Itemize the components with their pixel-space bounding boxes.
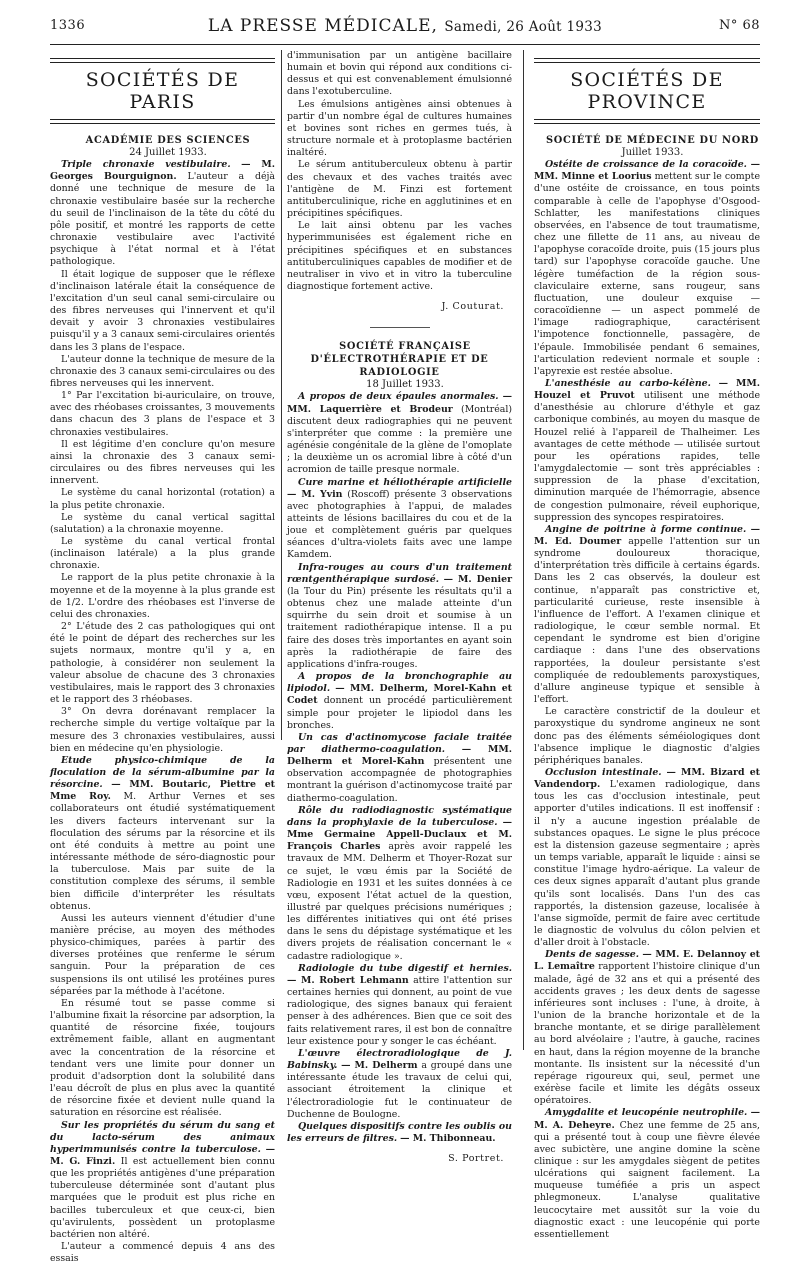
- column-right: [534, 58, 761, 1240]
- article-paragraph: Le système du canal vertical frontal (inclinaison latérale) a la plus grande chronaxie.: [50, 536, 275, 572]
- article-text: présentent une observation accompagnée de photographies montrant la guérison d'actinomycose traité par diathermo-coagulation.: [287, 756, 512, 804]
- article-paragraph: [287, 391, 512, 476]
- article-title: Radiologie du tube digestif et hernies.: [298, 962, 512, 974]
- article-title: Dents de sagesse.: [545, 949, 639, 961]
- section-title-province: SOCIÉTÉS DE PROVINCE: [570, 69, 724, 113]
- article-author: — M. Yvin: [287, 488, 343, 500]
- article-paragraph: [534, 949, 760, 1107]
- article-paragraph: L'auteur a commencé depuis 4 ans des essais: [50, 1241, 275, 1265]
- article-title: Occlusion intestinale.: [545, 766, 662, 778]
- article-paragraph: [287, 562, 512, 671]
- section-rule-top: [50, 58, 275, 63]
- section-rule-top: [534, 58, 760, 63]
- article-text: appelle l'attention sur un syndrome douloureux thoracique, d'interprétation très difficile à certains égards. Dans les 2 cas observés, la douleur est continue, n'apparaît pas constrictive et, particularité curieuse, reste insensible à l'influence de l'effort. A l'examen clinique et radiologique, le cœur semble normal. Et cependant le syndrome est bien d'origine cardiaque : dans l'une des observations rapportées, la douleur persistante s'est compliquée de redoublements paroxystiques, d'allure angineuse typique et sensible à l'effort.: [534, 536, 760, 706]
- article-title: L'anesthésie au carbo-kélène.: [545, 377, 711, 389]
- article-text: Chez une femme de 25 ans, qui a présenté tout à coup une fièvre élevée avec subictère, une angine domine la scène clinique : sur les amygdales siègent de petites ulcérations qui saignent facilement. La muqueuse tuméfiée a pris un aspect phlegmoneux. L'analyse qualitative leucocytaire met aussitôt sur la voie du diagnostic exact : une leucopénie qui porte essentiellement: [534, 1119, 761, 1240]
- article-paragraph: [534, 378, 760, 524]
- running-header: [50, 18, 760, 40]
- article-title: Infra-rouges au cours d'un traitement rœntgenthérapique surdosé.: [287, 561, 512, 585]
- issue-number: N° 68: [718, 18, 760, 33]
- article-paragraph: 3° On devra dorénavant remplacer la recherche simple du vertige voltaïque par la mesure des 3 chronaxies vestibulaires, aussi bien en médecine qu'en physiologie.: [50, 706, 275, 754]
- article-text: après avoir rappelé les travaux de MM. Delherm et Thoyer-Rozat sur ce sujet, le vœu émis par la Société de Radiologie en 1931 et les suites données à ce vœu, exposent l'état actuel de la question, illustré par quelques précisions numériques ; les différentes initiatives qui ont été prises dans le sens du dépistage systématique et les divers projets de réalisation concernant le « cadastre radiologique ».: [287, 841, 512, 962]
- article-text: (Roscoff) présente 3 observations avec photographies à l'appui, de malades atteints de lésions bacillaires du cou et de la joue et complètement guéris par quelques séances d'ultra-violets faits avec une lampe Kamdem.: [287, 488, 513, 561]
- section-rule-bottom: [50, 119, 275, 124]
- article-text: M. Arthur Vernes et ses collaborateurs ont étudié systématiquement les divers facteurs intervenant sur la floculation des sérums par la résorcine et ils ont été conduits à mettre au point une intéressante méthode de séro-diagnostic pour la tuberculose. Mais par suite de la constitution complexe des sérums, il semble bien difficile d'interpréter les résultats obtenus.: [50, 791, 275, 912]
- signature: J. Couturat.: [441, 301, 504, 313]
- article-title: A propos de deux épaules anormales.: [298, 391, 499, 403]
- article-text: attire l'attention sur certaines hernies qui donnent, au point de vue radiologique, des signes banaux qui feraient penser à des adhérences. Bien que ce soit des faits relativement rares, il est bon de connaître leur existence pour y songer le cas échéant.: [287, 974, 512, 1047]
- article-author: — MM. Laquerrière et Brodeur: [287, 391, 513, 415]
- article-paragraph: [287, 1121, 512, 1145]
- article-author: — MM. Delherm, Morel-Kahn et Codet: [287, 683, 512, 707]
- article-paragraph: 2° L'étude des 2 cas pathologiques qui ont été le point de départ des recherches sur les sujets normaux, montre qu'il y a, en pathologie, à considérer non seulement la valeur absolue de chacune des 3 chronaxies vestibulaires, mais le rapport des 3 chronaxies et le rapport des 3 rhéobases.: [50, 621, 275, 706]
- article-title: Triple chronaxie vestibulaire.: [61, 159, 231, 171]
- article-paragraph: [50, 1120, 275, 1242]
- article-paragraph: Les émulsions antigènes ainsi obtenues à partir d'un nombre égal de cultures humaines et bovines sont riches en germes tués, à structure normale et à protoplasme bactérien inaltéré.: [287, 98, 512, 159]
- article-author: — MM. Delherm et Morel-Kahn: [287, 743, 513, 768]
- society-heading: ACADÉMIE DES SCIENCES: [85, 135, 251, 146]
- article-paragraph: [287, 671, 512, 732]
- article-paragraph: [287, 477, 512, 562]
- article-paragraph: Le système du canal vertical sagittal (salutation) a la chronaxie moyenne.: [50, 511, 275, 535]
- article-author: — MM. Minne et Loorius: [534, 159, 760, 183]
- section-title-paris: SOCIÉTÉS DE PARIS: [85, 69, 240, 113]
- article-text: donnent un procédé particulièrement simple pour projeter le lipiodol dans les bronches.: [287, 695, 512, 731]
- article-paragraph: Le rapport de la plus petite chronaxie à la moyenne et de la moyenne à la plus grande est de 1/2. L'ordre des rhéobases est l'inverse de celui des chronaxies.: [50, 572, 275, 620]
- issue-date: Samedi, 26 Août 1933: [444, 19, 603, 35]
- column-rule-right: [523, 50, 524, 1050]
- article-paragraph: [534, 767, 760, 949]
- article-paragraph: d'immunisation par un antigène bacillaire humain et bovin qui répond aux conditions ci-dessus et qui est convenablement émulsionné dans l'exotuberculine.: [287, 50, 512, 98]
- journal-title: LA PRESSE MÉDICALE,: [207, 16, 438, 36]
- article-title: Ostéite de croissance de la coracoïde.: [545, 159, 747, 171]
- article-title: Amygdalite et leucopénie neutrophile.: [545, 1107, 748, 1119]
- article-paragraph: [287, 1048, 512, 1121]
- article-author: — M. Denier: [443, 573, 513, 585]
- society-heading: SOCIÉTÉ FRANÇAISE D'ÉLECTROTHÉRAPIE ET DE RADIOLOGIE: [310, 341, 489, 379]
- article-paragraph: [534, 159, 760, 378]
- article-paragraph: [534, 524, 760, 706]
- article-title: A propos de la bronchographie au lipiodol.: [287, 671, 512, 695]
- journal-title-line: [50, 16, 760, 36]
- column-middle: [287, 50, 513, 1165]
- column-left: [50, 58, 276, 1265]
- article-text: (Montréal) discutent deux radiographies qui ne peuvent s'interpréter que comme : la première une agénésie congénitale de la glène de l'omoplate ; la deuxième un os acromial libre à côté d'un acromion de taille presque normale.: [287, 403, 513, 476]
- article-paragraph: [287, 732, 512, 805]
- article-author: — MM. Bizard et Vandendorp.: [534, 766, 761, 791]
- article-paragraph: En résumé tout se passe comme si l'albumine fixait la résorcine par adsorption, la quantité de résorcine fixée, toujours extrêmement faible, allant en augmentant avec la concentration de la résorcine et tendant vers une limite pour donner un produit d'adsorption dont la solubilité dans l'eau décroît de plus en plus avec la quantité de résorcine fixée et devient nulle quand la saturation en résorcine est réalisée.: [50, 997, 275, 1119]
- signature: S. Portret.: [448, 1153, 504, 1165]
- column-rule-left: [281, 50, 282, 740]
- article-paragraph: Le caractère constrictif de la douleur et paroxystique du syndrome angineux ne sont donc pas des éléments séméiologiques dont l'absence implique le diagnostic d'algies périphériques banales.: [534, 706, 760, 766]
- section-rule-bottom: [534, 119, 760, 124]
- article-author: — M. G. Finzi.: [50, 1143, 276, 1167]
- article-title: Sur les propriétés du sérum du sang et du lacto-sérum des animaux hyperimmunisés contre la tuberculose.: [50, 1119, 275, 1155]
- article-title: Cure marine et héliothérapie artificielle: [298, 476, 512, 488]
- article-paragraph: Il était logique de supposer que le réflexe d'inclinaison latérale était la conséquence de l'excitation d'un seul canal semi-circulaire ou des fibres nerveuses qui l'innervent et qu'il devait y avoir 3 chronaxies vestibulaires puisqu'il y a 3 canaux semi-circulaires orientés dans les 3 plans de l'espace.: [50, 268, 275, 353]
- article-author: — M. Ed. Doumer: [534, 523, 760, 547]
- header-rule: [50, 44, 760, 45]
- article-title: Un cas d'actinomycose faciale traitée par diathermo-coagulation.: [287, 731, 512, 755]
- article-author: — M. A. Deheyre.: [534, 1107, 760, 1131]
- article-author: — M. Robert Lehmann: [287, 974, 409, 986]
- article-paragraph: [50, 755, 275, 913]
- article-text: L'auteur a déjà donné une technique de mesure de la chronaxie vestibulaire basée sur la recherche du seuil de l'inclinaison de la tête du côté du pôle positif, et montré les rapports de cette chronaxie vestibulaire avec l'activité psychique à l'état normal et à l'état pathologique.: [50, 171, 276, 268]
- article-paragraph: 1° Par l'excitation bi-auriculaire, on trouve, avec des rhéobases croissantes, 3 mouvements dans chacun des 3 plans de l'espace et 3 chronaxies vestibulaires.: [50, 390, 275, 438]
- article-paragraph: [534, 1107, 760, 1241]
- article-paragraph: [287, 805, 512, 963]
- article-paragraph: L'auteur donne la technique de mesure de la chronaxie des 3 canaux semi-circulaires ou des fibres nerveuses qui les innervent.: [50, 353, 275, 389]
- article-text: L'examen radiologique, dans tous les cas d'occlusion intestinale, peut apporter d'utiles indications. Il est inoffensif : il n'y a aucune ingestion préalable de substances opaques. Le signe le plus précoce est la distension gazeuse segmentaire ; après un temps variable, apparaît le liquide : ainsi se constitue l'image hydro-aérique. La valeur de ces deux signes apparaît d'autant plus grande qu'ils sont localisés. Dans l'un des cas rapportés, la distension gazeuse, localisée à l'anse sigmoïde, permit de faire avec certitude le diagnostic de volvulus du côlon pelvien et d'aller droit à l'obstacle.: [534, 779, 761, 949]
- article-text: (la Tour du Pin) présente les résultats qu'il a obtenus chez une malade atteinte d'un squirrhe du sein droit et soumise à un traitement radiothérapique intense. Il a pu faire des doses très importantes en ayant soin après la radiothérapie de faire des applications d'infra-rouges.: [287, 585, 512, 670]
- article-title: Angine de poitrine à forme continue.: [545, 523, 747, 535]
- article-title: L'œuvre électroradiologique de J. Babinsky.: [287, 1047, 512, 1072]
- article-paragraph: Il est légitime d'en conclure qu'on mesure ainsi la chronaxie des 3 canaux semi-circulaires ou des fibres nerveuses qui les innervent.: [50, 438, 275, 487]
- article-paragraph: Le sérum antituberculeux obtenu à partir des chevaux et des vaches traités avec l'antigène de M. Finzi est fortement antituberculinique, riche en agglutinines et en précipitines spécifiques.: [287, 159, 512, 220]
- article-author: — MM. E. Delannoy et L. Lemaître: [534, 949, 761, 973]
- session-date: 24 Juillet 1933.: [129, 147, 207, 158]
- article-author: — M. Delherm: [341, 1060, 418, 1072]
- article-text: rapportent l'histoire clinique d'un malade, âgé de 32 ans et qui a présenté des accidents graves ; les deux dents de sagesse inférieures sont incluses : l'une, à droite, à l'union de la branche horizontale et de la branche montante, et se dirige parallèlement au bord alvéolaire ; l'autre, à gauche, racines en haut, dans la région moyenne de la branche montante. Ils insistent sur la nécessité d'un repérage rigoureux qui, seul, permet une exérèse facile et limite les dégâts osseux opératoires.: [534, 961, 761, 1107]
- article-author: — MM. Boutaric, Piettre et Mme Roy.: [50, 779, 275, 803]
- article-title: Quelques dispositifs contre les oublis ou les erreurs de filtres.: [287, 1120, 512, 1144]
- session-date: Juillet 1933.: [621, 147, 684, 158]
- article-paragraph: [50, 159, 275, 268]
- article-author: — M. Thibonneau.: [400, 1132, 496, 1144]
- article-paragraph: Le lait ainsi obtenu par les vaches hyperimmunisées est également riche en précipitines spécifiques et en substances antituberculiniques capables de modifier et de neutraliser in vivo et in vitro la tuberculine diagnostique fortement active.: [287, 220, 512, 292]
- article-paragraph: [287, 963, 512, 1048]
- page-number: 1336: [50, 18, 86, 33]
- article-author: — Mme Germaine Appell-Duclaux et M. François Charles: [287, 816, 512, 853]
- article-text: mettent sur le compte d'une ostéite de croissance, en tous points comparable à celle de l'apophyse d'Osgood-Schlatter, les manifestations cliniques observées, en l'absence de tout traumatisme, chez une fillette de 11 ans, au niveau de l'apophyse coracoïde droite, puis (15 jours plus tard) sur l'apophyse coracoïde gauche. Une légère tuméfaction de la région sous-claviculaire externe, sans rougeur, sans fluctuation, une douleur exquise — coracoïdienne — un aspect pommelé de l'image radiographique, caractérisent l'impotence fonctionnelle, passagère, de l'épaule. Immobilisée pendant 6 semaines, l'articulation redevient normale et souple : l'apyrexie est restée absolue.: [534, 171, 760, 377]
- article-paragraph: Le système du canal horizontal (rotation) a la plus petite chronaxie.: [50, 487, 275, 511]
- article-author: — MM. Houzel et Pruvot: [534, 377, 760, 402]
- article-text: a groupé dans une intéressante étude les travaux de celui qui, associant étroitement la clinique et l'électroradiologie fut le continuateur de Duchenne de Boulogne.: [287, 1060, 513, 1120]
- article-title: Rôle du radiodiagnostic systématique dans la prophylaxie de la tuberculose.: [287, 804, 512, 828]
- separator-rule: [370, 327, 430, 328]
- session-date: 18 Juillet 1933.: [366, 379, 444, 391]
- article-author: — M. Georges Bourguignon.: [50, 159, 276, 183]
- article-text: Il est actuellement bien connu que les propriétés antigènes d'une préparation tuberculeuse déterminée sont d'autant plus marquées que le produit est plus riche en bacilles tuberculeux et que ceux-ci, bien qu'avirulents, possèdent un protoplasme bactérien non altéré.: [50, 1155, 275, 1240]
- article-title: Etude physico-chimique de la floculation de la sérum-albumine par la résorcine.: [50, 754, 275, 791]
- society-heading: SOCIÉTÉ DE MÉDECINE DU NORD: [546, 135, 759, 146]
- article-text: utilisent une méthode d'anesthésie au chlorure d'éthyle et gaz carbonique combinés, au moyen du masque de Houzel relié à l'appareil de Thalheimer. Les avantages de cette méthode — utilisée surtout pour les opérations rapides, telle l'amygdalectomie — sont très appréciables : suppression de la phase d'excitation, diminution marquée de l'hémorragie, absence de congestion pulmonaire, réveil euphorique, suppression des syncopes respiratoires.: [534, 390, 760, 523]
- article-paragraph: Aussi les auteurs viennent d'étudier d'une manière précise, au moyen des méthodes physico-chimiques, parées à partir des diverses protéines que renferme le sérum sanguin. Pour la préparation de ces suspensions ils ont utilisé les protéines pures séparées par la méthode à l'acétone.: [50, 912, 275, 997]
